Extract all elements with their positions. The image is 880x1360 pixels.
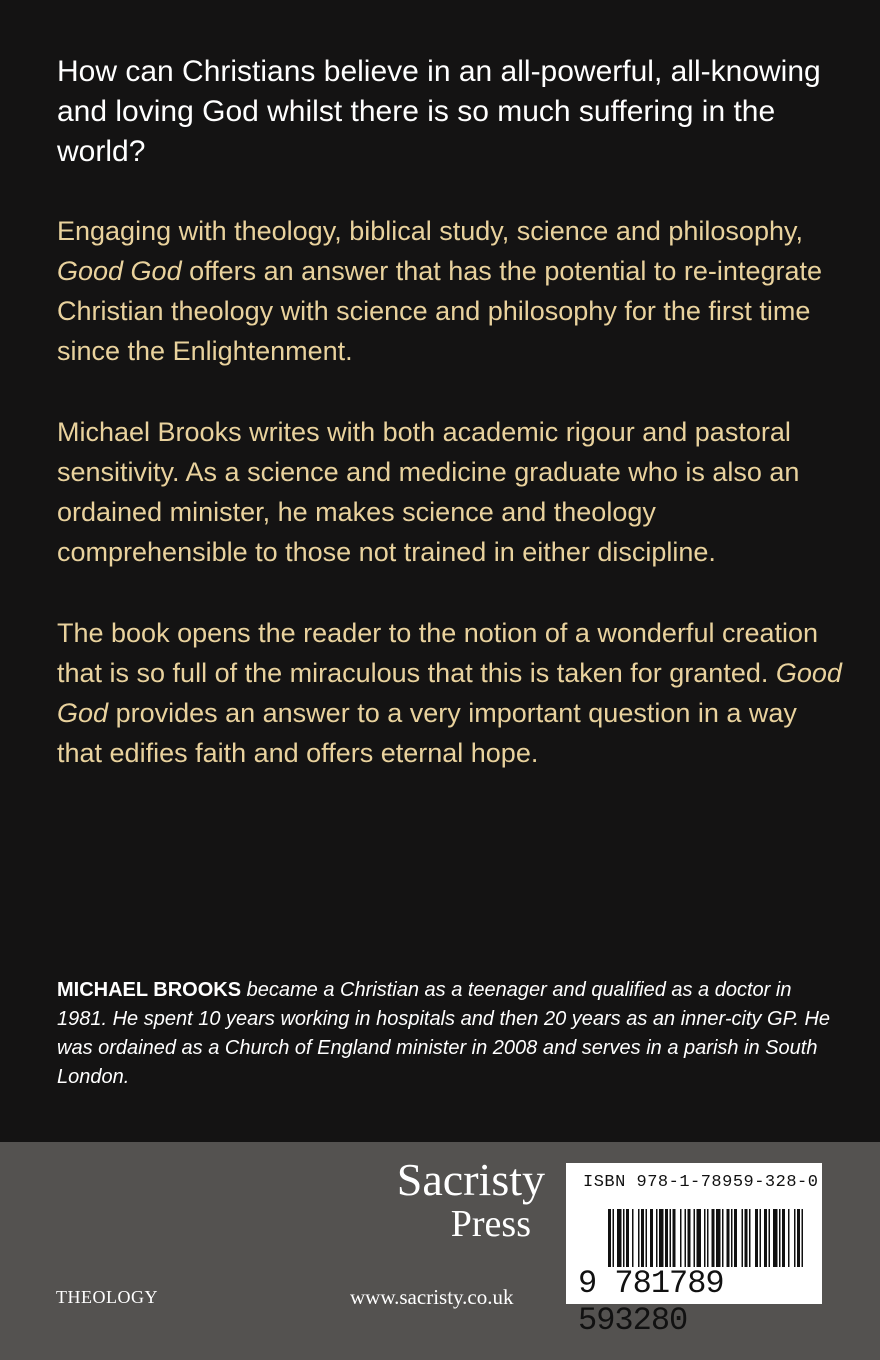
barcode-digits: 9 781789 593280 (578, 1265, 724, 1339)
book-title: Good God (57, 658, 842, 728)
publisher-name-line1: Sacristy (396, 1154, 545, 1205)
publisher-name-line2: Press (450, 1203, 531, 1245)
paragraph-text: offers an answer that has the potential to re-integrate Christian theology with science and philosophy for the first time since the Enlightenment. (57, 256, 823, 366)
paragraph-author-intro: Michael Brooks writes with both academic rigour and pastoral sensitivity. As a science and medicine graduate who is also an ordained minister, he makes science and theology comprehensible to those not trained in either discipline. (57, 417, 800, 567)
paragraph-text: provides an answer to a very important question in a way that edifies faith and offers eternal hope. (57, 698, 797, 768)
lead-question: How can Christians believe in an all-powerful, all-knowing and loving God whilst there is so much suffering in the world? (57, 55, 821, 168)
publisher-url: www.sacristy.co.uk (350, 1285, 514, 1309)
publisher-logo (365, 1156, 545, 1244)
book-title: Good God (57, 256, 182, 286)
footer-band (0, 1142, 880, 1360)
paragraph-book-summary (57, 613, 847, 773)
paragraph-text: Engaging with theology, biblical study, science and philosophy, (57, 216, 803, 246)
author-name: MICHAEL BROOKS (57, 979, 242, 1001)
isbn-barcode (566, 1163, 822, 1339)
author-bio-text: became a Christian as a teenager and qualified as a doctor in 1981. He spent 10 years working in hospitals and then 20 years as an inner-city GP. He was ordained as a Church of England minister in 2008 and serves in a parish in South London. (57, 979, 831, 1088)
isbn-number: ISBN 978-1-78959-328-0 (583, 1173, 819, 1192)
author-bio (57, 976, 837, 1092)
paragraph-text: The book opens the reader to the notion of a wonderful creation that is so full of the miraculous that this is taken for granted. (57, 618, 819, 688)
paragraph-engaging (57, 211, 847, 371)
genre-label: THEOLOGY (56, 1287, 158, 1307)
